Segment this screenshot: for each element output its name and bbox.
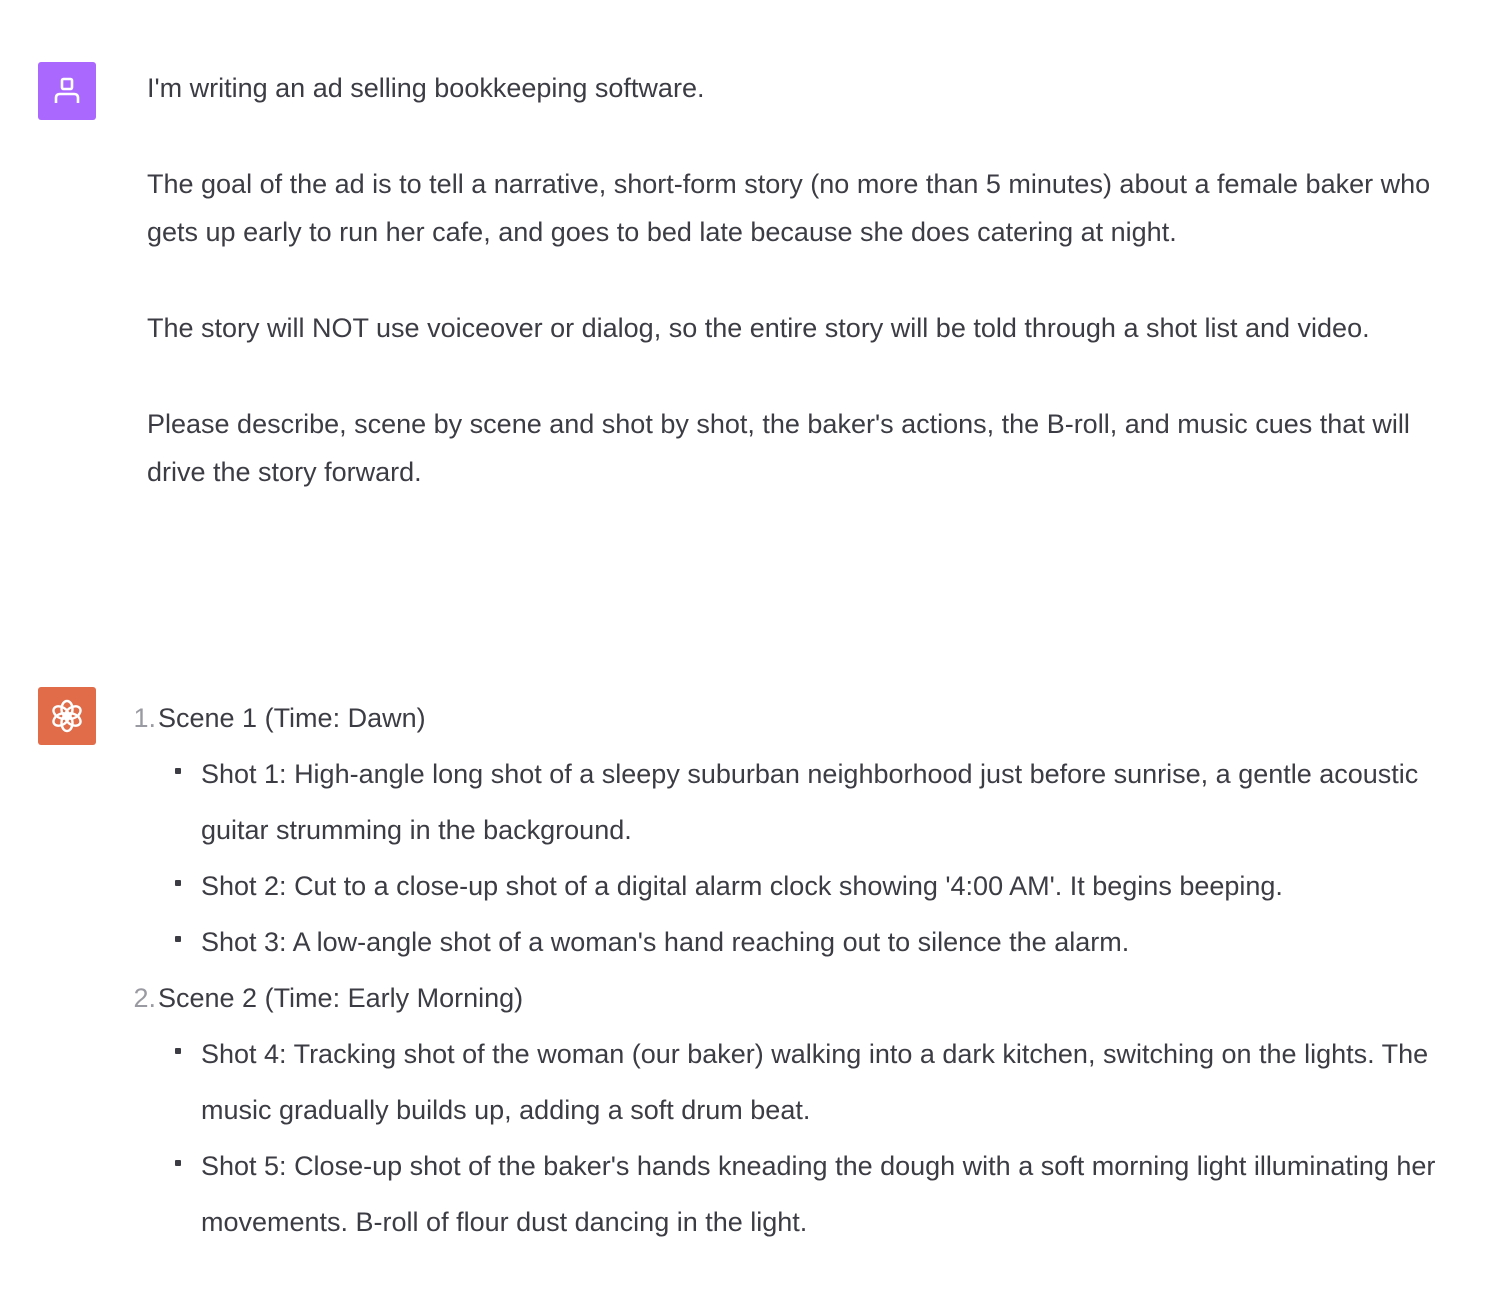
shot-text: Shot 1: High-angle long shot of a sleepy suburban neighborhood just before sunrise, a gentle acoustic guitar strumming in the background.: [201, 759, 1419, 845]
shot-text: Shot 2: Cut to a close-up shot of a digital alarm clock showing '4:00 AM'. It begins beeping.: [201, 871, 1283, 901]
scene-number: 1.: [133, 703, 156, 733]
scene-number: 2.: [133, 983, 156, 1013]
scene-item: [112, 690, 1452, 970]
shot-item: [112, 1026, 1452, 1138]
shot-list: [112, 746, 1452, 970]
assistant-avatar: [38, 687, 96, 745]
assistant-message-turn: [0, 660, 1506, 1312]
user-avatar: [38, 62, 96, 120]
scene-title: Scene 2 (Time: Early Morning): [158, 983, 524, 1013]
assistant-message-text: [112, 690, 1452, 1250]
bullet-icon: [175, 768, 181, 774]
scene-item: [112, 970, 1452, 1250]
user-icon: [52, 76, 82, 106]
shot-item: [112, 1138, 1452, 1250]
bullet-icon: [175, 1048, 181, 1054]
user-message-turn: [0, 0, 1506, 640]
bullet-icon: [175, 1160, 181, 1166]
openai-logo-icon: [48, 697, 86, 735]
user-paragraph: The story will NOT use voiceover or dialog, so the entire story will be told through a shot list and video.: [147, 313, 1370, 343]
user-paragraph: I'm writing an ad selling bookkeeping software.: [147, 73, 705, 103]
scene-title: Scene 1 (Time: Dawn): [158, 703, 426, 733]
bullet-icon: [175, 880, 181, 886]
shot-item: [112, 858, 1452, 914]
user-paragraph: The goal of the ad is to tell a narrative, short-form story (no more than 5 minutes) about a female baker who gets up early to run her cafe, and goes to bed late because she does catering at night.: [147, 169, 1431, 247]
shot-item: [112, 914, 1452, 970]
user-paragraph: Please describe, scene by scene and shot by shot, the baker's actions, the B-roll, and music cues that will drive the story forward.: [147, 409, 1410, 487]
bullet-icon: [175, 936, 181, 942]
shot-text: Shot 3: A low-angle shot of a woman's hand reaching out to silence the alarm.: [201, 927, 1130, 957]
shot-text: Shot 5: Close-up shot of the baker's hands kneading the dough with a soft morning light illuminating her movements. B-roll of flour dust dancing in the light.: [201, 1151, 1436, 1237]
shot-list: [112, 1026, 1452, 1250]
shot-item: [112, 746, 1452, 858]
shot-text: Shot 4: Tracking shot of the woman (our baker) walking into a dark kitchen, switching on the lights. The music gradually builds up, adding a soft drum beat.: [201, 1039, 1429, 1125]
user-message-text: [147, 64, 1447, 544]
